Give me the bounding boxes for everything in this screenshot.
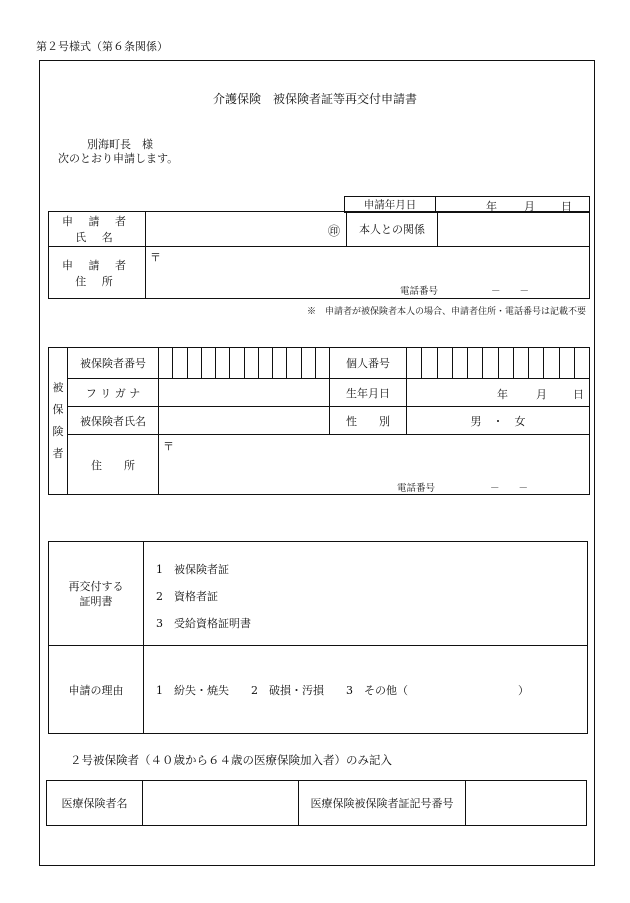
digit-box[interactable] xyxy=(483,348,498,378)
application-date-label: 申請年月日 xyxy=(345,197,436,213)
digit-box[interactable] xyxy=(188,348,202,378)
insured-name-label: 被保険者氏名 xyxy=(68,407,159,435)
page-title: 介護保険 被保険者証等再交付申請書 xyxy=(212,92,417,106)
birth-label: 生年月日 xyxy=(330,379,407,407)
insured-tel-dash: － － xyxy=(490,483,529,494)
side-char: 保 xyxy=(52,403,64,416)
digit-box[interactable] xyxy=(544,348,559,378)
side-char: 険 xyxy=(52,425,64,438)
digit-box[interactable] xyxy=(302,348,316,378)
digit-box[interactable] xyxy=(407,348,422,378)
day-label: 日 xyxy=(561,200,572,213)
applicant-name-label: 申 請 者 氏 名 xyxy=(49,212,146,247)
digit-box[interactable] xyxy=(230,348,244,378)
side-char: 被 xyxy=(52,381,64,394)
reissue-item[interactable]: 2 資格者証 xyxy=(156,590,218,603)
month-label: 月 xyxy=(524,200,535,213)
insurer-label: 医療保険者名 xyxy=(47,781,143,826)
furigana-label: フ リ ガ ナ xyxy=(68,379,159,407)
reissue-table xyxy=(48,541,588,734)
type2-note: ２号被保険者（４０歳から６４歳の医療保険加入者）のみ記入 xyxy=(70,753,392,767)
intro-text: 次のとおり申請します。 xyxy=(58,152,179,165)
birth-month-label: 月 xyxy=(536,388,547,401)
symbol-field[interactable] xyxy=(466,781,587,826)
digit-box[interactable] xyxy=(316,348,329,378)
type2-table xyxy=(46,780,587,826)
digit-box[interactable] xyxy=(159,348,173,378)
digit-box[interactable] xyxy=(202,348,216,378)
mynumber-field[interactable] xyxy=(407,348,590,379)
insurer-field[interactable] xyxy=(143,781,299,826)
year-label: 年 xyxy=(486,200,497,213)
applicant-note: ※ 申請者が被保険者本人の場合、申請者住所・電話番号は記載不要 xyxy=(306,307,586,317)
digit-box[interactable] xyxy=(216,348,230,378)
insured-name-field[interactable] xyxy=(159,407,330,435)
digit-box[interactable] xyxy=(422,348,437,378)
digit-box[interactable] xyxy=(468,348,483,378)
applicant-table xyxy=(48,211,590,299)
digit-box[interactable] xyxy=(173,348,187,378)
sex-field[interactable]: 男 ・ 女 xyxy=(407,407,590,435)
reissue-item[interactable]: 3 受給資格証明書 xyxy=(156,617,251,630)
form-number: 第２号様式（第６条関係） xyxy=(36,40,168,53)
relation-label: 本人との関係 xyxy=(347,212,438,247)
digit-box[interactable] xyxy=(287,348,301,378)
digit-box[interactable] xyxy=(453,348,468,378)
addressee: 別海町長 様 xyxy=(87,138,153,151)
applicant-address-field[interactable] xyxy=(146,247,590,299)
applicant-address-label: 申 請 者 住 所 xyxy=(49,247,146,299)
digit-box[interactable] xyxy=(438,348,453,378)
birth-field[interactable] xyxy=(407,379,590,407)
digit-box[interactable] xyxy=(273,348,287,378)
applicant-tel-label: 電話番号 xyxy=(400,286,439,297)
reissue-label: 再交付する 証明書 xyxy=(49,542,144,646)
digit-box[interactable] xyxy=(575,348,589,378)
sex-label: 性 別 xyxy=(330,407,407,435)
digit-box[interactable] xyxy=(499,348,514,378)
digit-box[interactable] xyxy=(560,348,575,378)
applicant-name-field[interactable] xyxy=(146,212,347,247)
reissue-items-field[interactable] xyxy=(144,542,588,646)
insured-table xyxy=(48,347,590,495)
seal-mark: ㊞ xyxy=(327,224,340,238)
side-char: 者 xyxy=(52,447,64,460)
insured-number-field[interactable] xyxy=(159,348,330,379)
insured-side-label xyxy=(49,348,68,495)
postal-mark: 〒 xyxy=(163,440,174,453)
digit-box[interactable] xyxy=(529,348,544,378)
postal-mark: 〒 xyxy=(150,251,161,264)
digit-box[interactable] xyxy=(514,348,529,378)
reason-label: 申請の理由 xyxy=(49,646,144,734)
applicant-tel-dash: － － xyxy=(491,286,530,297)
insured-number-label: 被保険者番号 xyxy=(68,348,159,379)
furigana-field[interactable] xyxy=(159,379,330,407)
insured-address-label: 住 所 xyxy=(68,435,159,495)
digit-box[interactable] xyxy=(245,348,259,378)
mynumber-label: 個人番号 xyxy=(330,348,407,379)
reissue-item[interactable]: 1 被保険者証 xyxy=(156,563,229,576)
digit-box[interactable] xyxy=(259,348,273,378)
symbol-label: 医療保険被保険者証記号番号 xyxy=(299,781,466,826)
relation-field[interactable] xyxy=(438,212,590,247)
reason-field[interactable] xyxy=(144,646,588,734)
insured-tel-label: 電話番号 xyxy=(397,483,436,494)
insured-address-field[interactable] xyxy=(159,435,590,495)
reason-options[interactable]: 1 紛失・焼失 2 破損・汚損 3 その他（ ） xyxy=(156,684,529,697)
birth-year-label: 年 xyxy=(497,388,508,401)
birth-day-label: 日 xyxy=(573,388,584,401)
